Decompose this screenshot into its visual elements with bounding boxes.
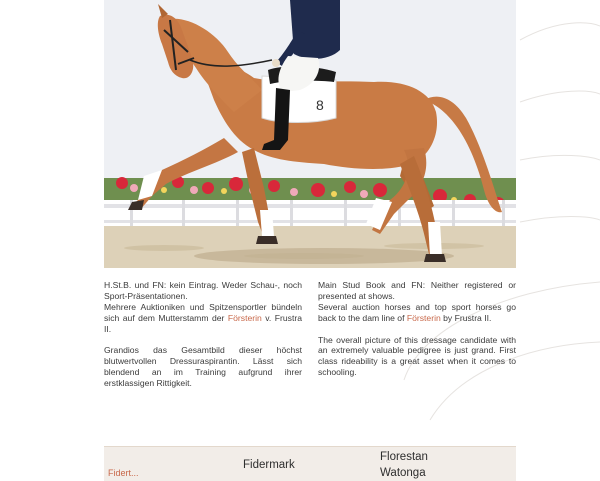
text-column-german <box>104 280 302 400</box>
paragraph-en-registration: Main Stud Book and FN: Neither registered or presented at shows. <box>318 280 516 301</box>
mare-name-en: Försterin <box>406 312 441 323</box>
pedigree-sire: Fidermark <box>243 459 295 471</box>
white-fence <box>104 200 516 228</box>
damline-de-sire: v. Frustra II. <box>104 312 303 334</box>
paragraph-en-damline <box>318 302 516 324</box>
paragraph-de-damline <box>104 302 302 335</box>
pedigree-grandsire: Florestan <box>380 451 428 463</box>
paragraph-de-registration: H.St.B. und FN: kein Eintrag. Weder Schau-, noch Sport-Präsentationen. <box>104 280 302 301</box>
mare-name-de: Försterin <box>227 312 262 323</box>
saddle-pad-number: 8 <box>316 97 324 113</box>
damline-de-text: Mehrere Auktioniken und Spitzensportler bündeln sich auf dem Mutterstamm der <box>104 301 302 323</box>
paragraph-de-summary: Grandios das Gesamtbild dieser höchst blutwertvollen Dressuraspirantin. Lässt sich blendend an im Training aufgrund ihrer erstklassigen Rittigkeit. <box>104 345 302 389</box>
text-column-english <box>318 280 516 389</box>
damline-en-sire: by Frustra II. <box>440 312 492 323</box>
pedigree-table <box>104 446 516 481</box>
damline-en-text: Several auction horses and top sport horses go back to the dam line of <box>318 301 516 323</box>
pedigree-horse-name-partial: Fidert... <box>108 468 139 478</box>
paragraph-en-summary: The overall picture of this dressage candidate with an extremely valuable pedigree is just grand. First class rideability is a great asset when it comes to schooling. <box>318 334 516 378</box>
pedigree-granddam: Watonga <box>380 467 426 479</box>
horse-photo <box>104 0 516 268</box>
